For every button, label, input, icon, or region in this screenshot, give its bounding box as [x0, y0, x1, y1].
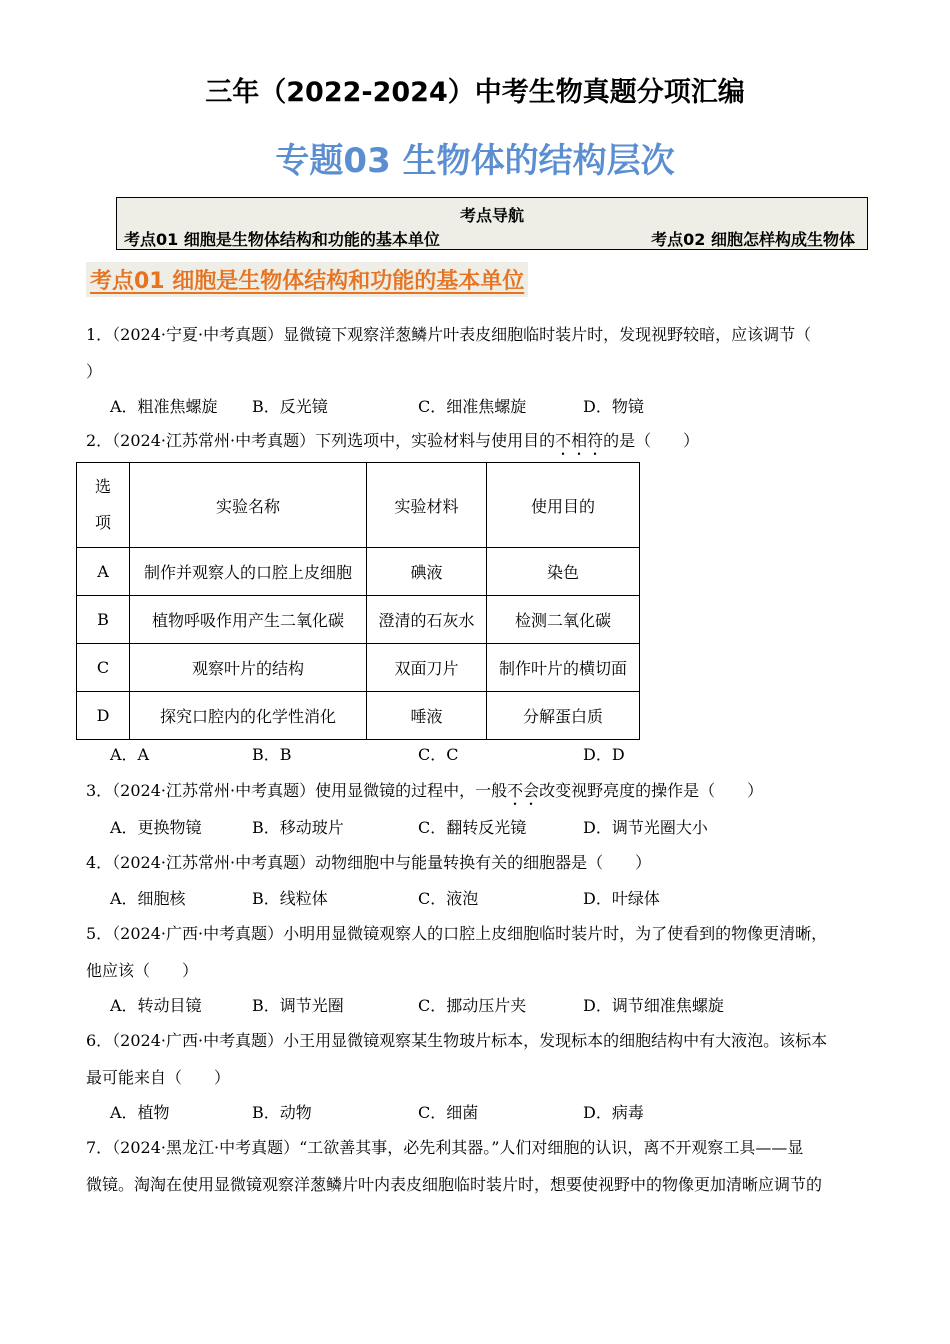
- question-5-option-b: B．调节光圈: [252, 996, 344, 1015]
- question-2-option-a: A．A: [110, 745, 150, 764]
- question-5-option-c: C．挪动压片夹: [418, 996, 527, 1015]
- table-cell: 染色: [487, 548, 640, 596]
- table-cell: 检测二氧化碳: [487, 596, 640, 644]
- question-6-text: 6．（2024·广西·中考真题）小王用显微镜观察某生物玻片标本，发现标本的细胞结构中有大液泡。该标本: [86, 1031, 828, 1050]
- question-2-suffix: 的是（ ）: [603, 431, 700, 450]
- table-cell: C: [77, 644, 130, 692]
- question-4-text: 4．（2024·江苏常州·中考真题）动物细胞中与能量转换有关的细胞器是（ ）: [86, 853, 652, 872]
- question-7-text-cont: 微镜。淘淘在使用显微镜观察洋葱鳞片叶内表皮细胞临时装片时，想要使视野中的物像更加清晰应调节的: [86, 1175, 823, 1194]
- table-cell: 观察叶片的结构: [130, 644, 367, 692]
- question-1-option-b: B．反光镜: [252, 397, 328, 416]
- topic-navigation-box: [116, 197, 868, 250]
- question-1-option-d: D．物镜: [583, 397, 644, 416]
- table-cell: 植物呼吸作用产生二氧化碳: [130, 596, 367, 644]
- table-row: [77, 644, 640, 692]
- navigation-item-topic-01: 考点01 细胞是生物体结构和功能的基本单位: [124, 230, 440, 249]
- table-cell: 探究口腔内的化学性消化: [130, 692, 367, 740]
- question-3-emphasis: 不会: [507, 781, 540, 800]
- question-1-option-a: A．粗准焦螺旋: [110, 397, 218, 416]
- table-cell: 制作叶片的横切面: [487, 644, 640, 692]
- table-row: [77, 596, 640, 644]
- section-heading-topic-01: 考点01 细胞是生物体结构和功能的基本单位: [86, 262, 528, 297]
- question-3-text: [86, 778, 763, 809]
- table-header-material: 实验材料: [367, 463, 487, 548]
- question-6-option-b: B．动物: [252, 1103, 312, 1122]
- question-5-text-cont: 他应该（ ）: [86, 961, 199, 980]
- table-cell: D: [77, 692, 130, 740]
- question-4-option-c: C．液泡: [418, 889, 479, 908]
- table-header-row: [77, 463, 640, 548]
- question-6-option-c: C．细菌: [418, 1103, 479, 1122]
- question-3-option-d: D．调节光圈大小: [583, 818, 708, 837]
- question-2-text: [86, 428, 699, 459]
- question-2-prefix: 2．（2024·江苏常州·中考真题）下列选项中，实验材料与使用目的: [86, 431, 556, 450]
- question-5-text: 5．（2024·广西·中考真题）小明用显微镜观察人的口腔上皮细胞临时装片时，为了使看到的物像更清晰，: [86, 924, 828, 943]
- question-7-text: 7．（2024·黑龙江·中考真题）“工欲善其事，必先利其器。”人们对细胞的认识，离不开观察工具——显: [86, 1138, 804, 1157]
- question-2-emphasis: 不相符: [555, 431, 604, 450]
- question-5-option-a: A．转动目镜: [110, 996, 202, 1015]
- question-6-option-a: A．植物: [110, 1103, 170, 1122]
- table-header-experiment: 实验名称: [130, 463, 367, 548]
- question-2-option-c: C．C: [418, 745, 459, 764]
- table-header-option-line1: 选: [94, 477, 111, 496]
- table-header-option: [77, 463, 130, 548]
- question-4-option-a: A．细胞核: [110, 889, 186, 908]
- table-row: [77, 692, 640, 740]
- topic-title: 专题03 生物体的结构层次: [275, 141, 675, 181]
- navigation-heading: 考点导航: [459, 206, 524, 225]
- question-5-option-d: D．调节细准焦螺旋: [583, 996, 724, 1015]
- question-6-text-cont: 最可能来自（ ）: [86, 1068, 231, 1087]
- table-cell: 双面刀片: [367, 644, 487, 692]
- question-3-option-c: C．翻转反光镜: [418, 818, 527, 837]
- question-6-option-d: D．病毒: [583, 1103, 644, 1122]
- table-cell: B: [77, 596, 130, 644]
- question-2-table: [76, 462, 640, 740]
- question-1-text-cont: ）: [86, 362, 103, 381]
- table-cell: 分解蛋白质: [487, 692, 640, 740]
- question-3-option-b: B．移动玻片: [252, 818, 344, 837]
- table-cell: 碘液: [367, 548, 487, 596]
- table-cell: A: [77, 548, 130, 596]
- question-2-option-d: D．D: [583, 745, 625, 764]
- table-cell: 制作并观察人的口腔上皮细胞: [130, 548, 367, 596]
- question-3-prefix: 3．（2024·江苏常州·中考真题）使用显微镜的过程中，一般: [86, 781, 508, 800]
- table-cell: 唾液: [367, 692, 487, 740]
- question-2-option-b: B．B: [252, 745, 292, 764]
- question-4-option-d: D．叶绿体: [583, 889, 660, 908]
- question-3-suffix: 改变视野亮度的操作是（ ）: [539, 781, 764, 800]
- question-1-text: 1．（2024·宁夏·中考真题）显微镜下观察洋葱鳞片叶表皮细胞临时装片时，发现视野较暗，应该调节（: [86, 325, 812, 344]
- document-title: 三年（2022-2024）中考生物真题分项汇编: [205, 77, 745, 108]
- question-4-option-b: B．线粒体: [252, 889, 328, 908]
- navigation-item-topic-02: 考点02 细胞怎样构成生物体: [651, 230, 855, 249]
- table-header-option-line2: 项: [94, 513, 111, 532]
- question-1-option-c: C．细准焦螺旋: [418, 397, 527, 416]
- question-3-option-a: A．更换物镜: [110, 818, 202, 837]
- table-header-purpose: 使用目的: [487, 463, 640, 548]
- table-cell: 澄清的石灰水: [367, 596, 487, 644]
- table-row: [77, 548, 640, 596]
